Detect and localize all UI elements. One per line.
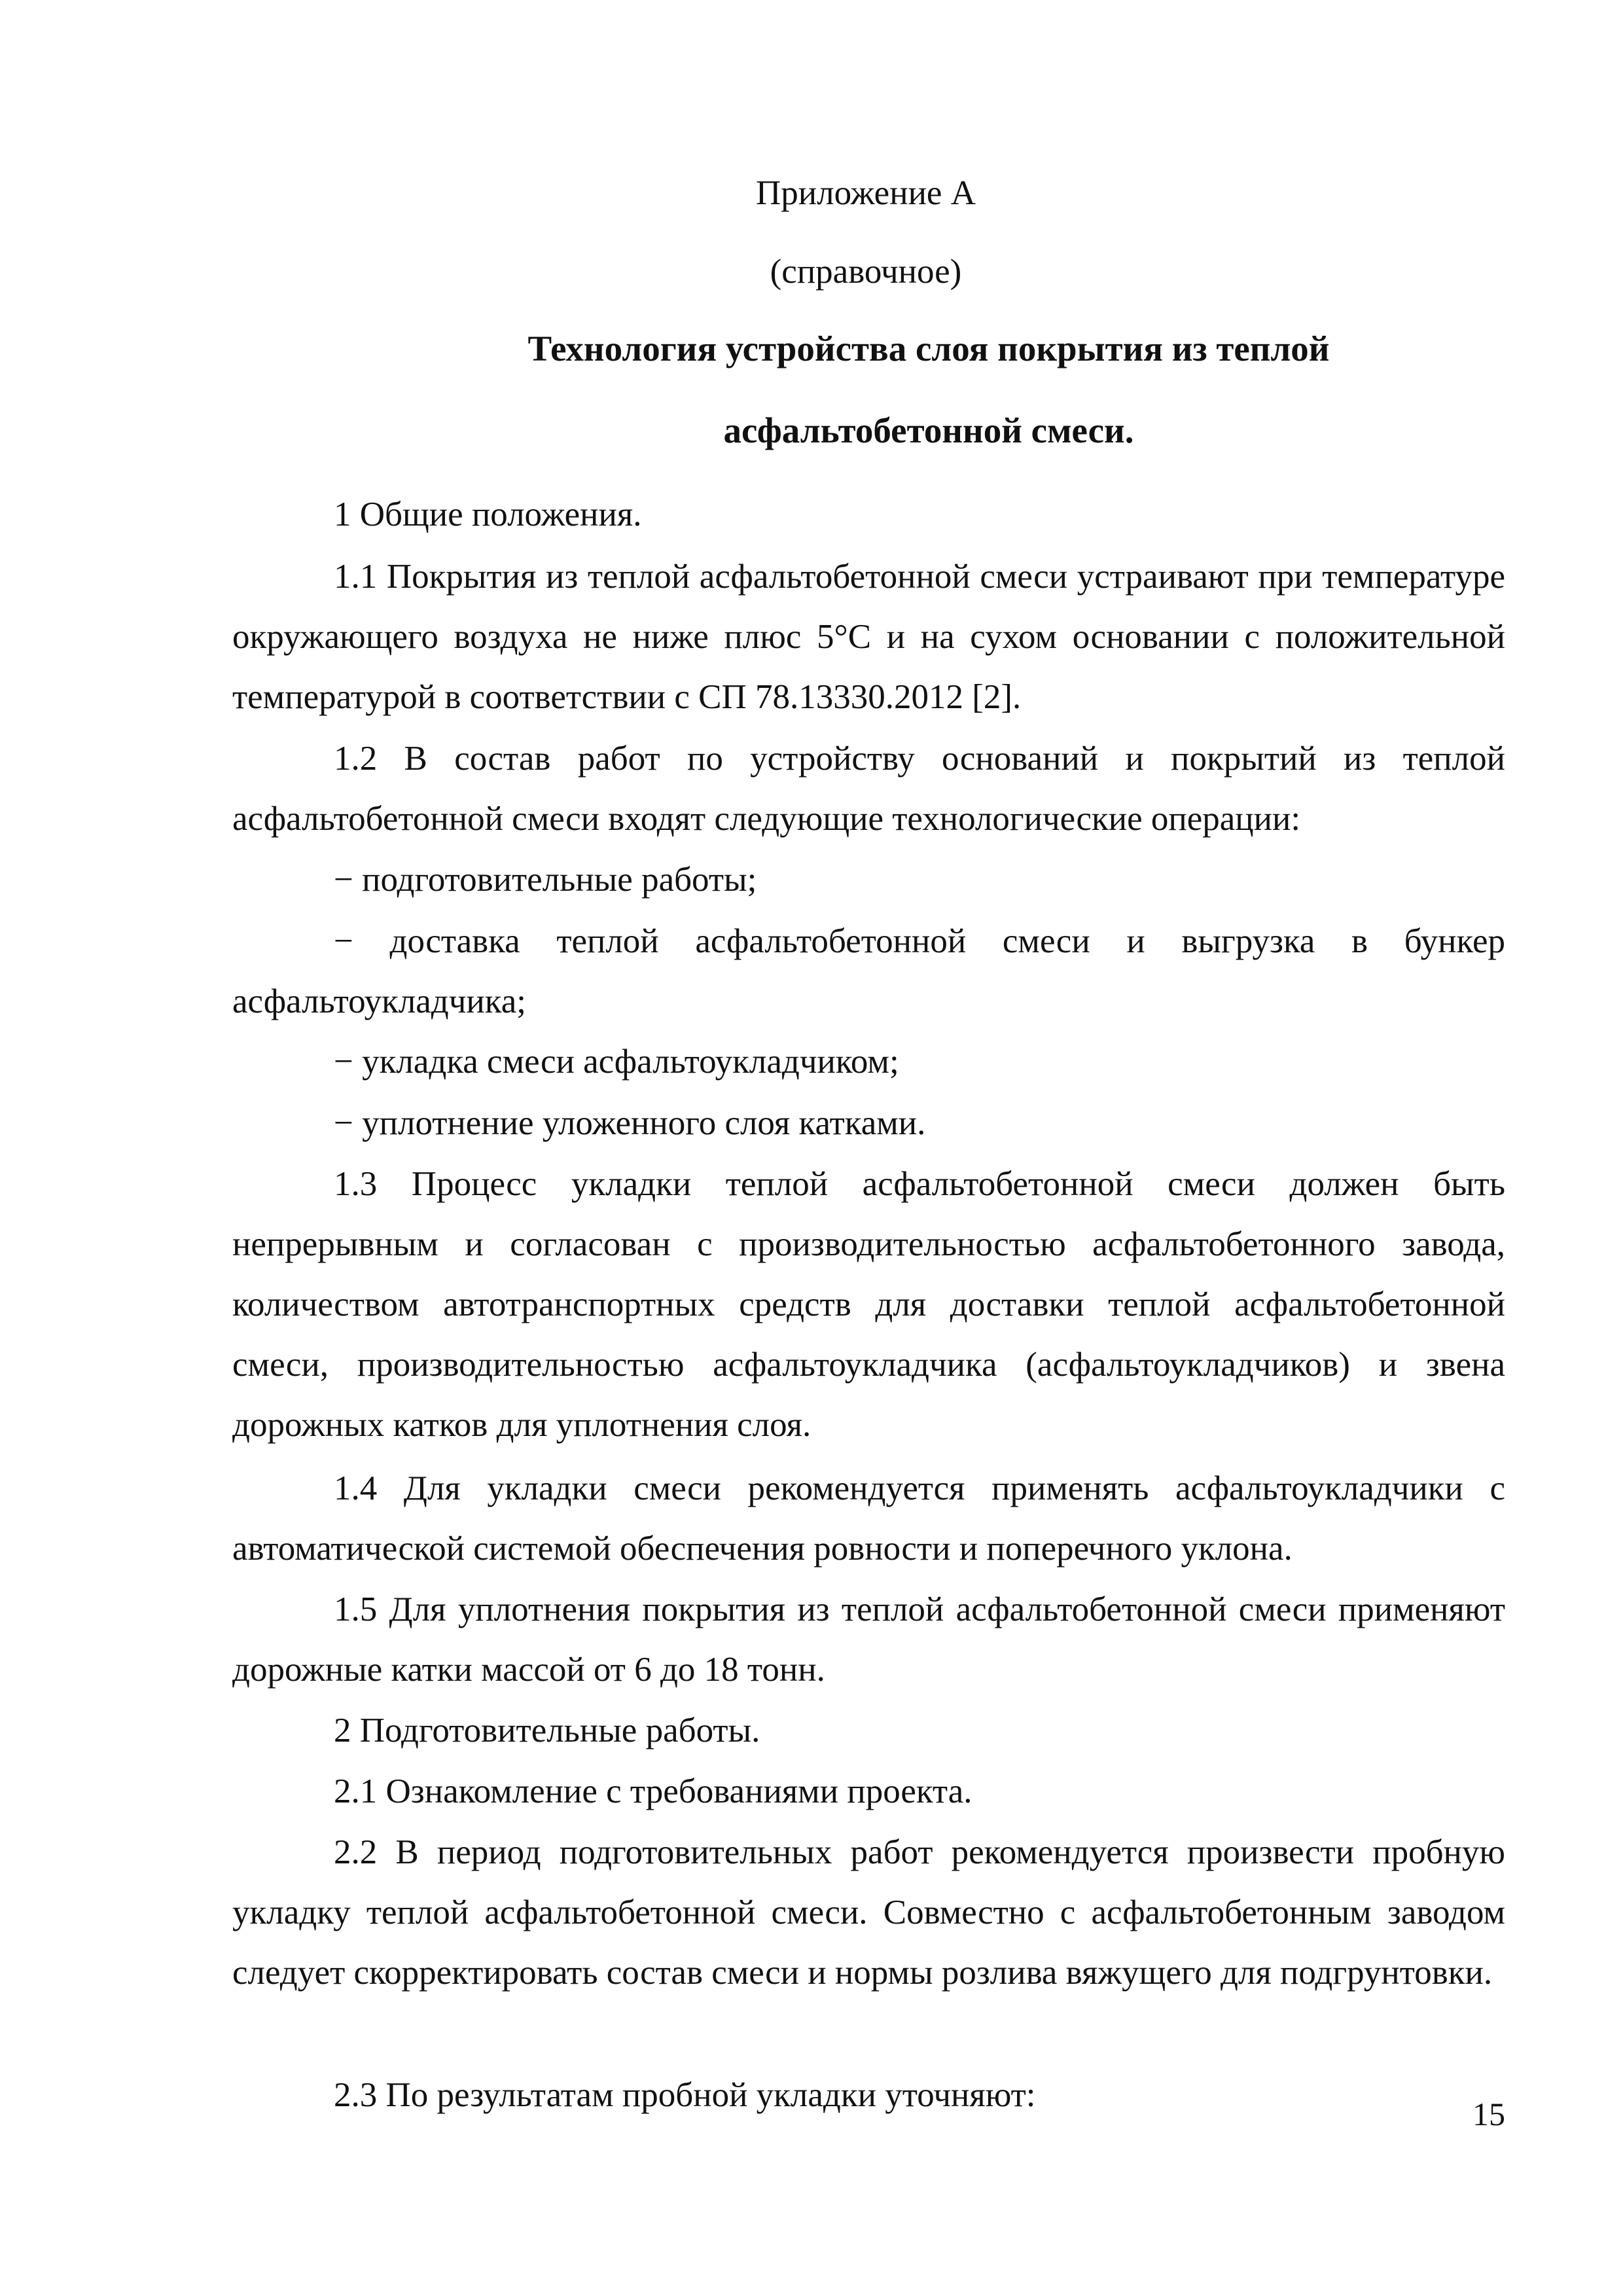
paragraph-1-2: 1.2 В состав работ по устройству оснований и покрытий из теплой асфальтобетонной смеси входят следующие технологические операции:	[232, 740, 1505, 838]
paragraph-1-5: 1.5 Для уплотнения покрытия из теплой асфальтобетонной смеси применяют дорожные катки массой от 6 до 18 тонн.	[232, 1590, 1505, 1689]
list-item-preparatory: − подготовительные работы;	[334, 861, 757, 899]
heading-preparatory-works: 2 Подготовительные работы.	[334, 1712, 760, 1749]
section-title-line-1: Технология устройства слоя покрытия из теплой	[527, 329, 1330, 368]
list-item-laying: − укладка смеси асфальтоукладчиком;	[334, 1043, 899, 1081]
heading-general-provisions: 1 Общие положения.	[334, 495, 642, 533]
list-item-delivery: − доставка теплой асфальтобетонной смеси и выгрузка в бункер асфальтоукладчика;	[232, 922, 1505, 1020]
paragraph-1-4: 1.4 Для укладки смеси рекомендуется применять асфальтоукладчики с автоматической системой обеспечения ровности и поперечного уклона.	[232, 1469, 1505, 1568]
section-title-line-2: асфальтобетонной смеси.	[723, 410, 1134, 450]
paragraph-2-1: 2.1 Ознакомление с требованиями проекта.	[334, 1772, 972, 1810]
page-number: 15	[1472, 2096, 1505, 2132]
list-item-compaction: − уплотнение уложенного слоя катками.	[334, 1104, 926, 1142]
appendix-note: (справочное)	[770, 253, 962, 291]
paragraph-1-1: 1.1 Покрытия из теплой асфальтобетонной смеси устраивают при температуре окружающего воздуха не ниже плюс 5°С и на сухом основании с положительной температурой в соответствии с СП 78.13330.2012 [2].	[232, 558, 1505, 716]
appendix-label: Приложение А	[756, 174, 976, 212]
paragraph-2-2: 2.2 В период подготовительных работ рекомендуется произвести пробную укладку теплой асфальтобетонной смеси. Совместно с асфальтобетонным заводом следует скорректировать состав смеси и нормы розлива вяжущего для подгрунтовки.	[232, 1833, 1505, 1992]
paragraph-2-3: 2.3 По результатам пробной укладки уточняют:	[334, 2076, 1036, 2114]
paragraph-1-3: 1.3 Процесс укладки теплой асфальтобетонной смеси должен быть непрерывным и согласован с производительностью асфальтобетонного завода, количеством автотранспортных средств для доставки теплой асфальтобетонной смеси, производительностью асфальтоукладчика (асфальтоукладчиков) и звена дорожных катков для уплотнения слоя.	[232, 1165, 1505, 1444]
